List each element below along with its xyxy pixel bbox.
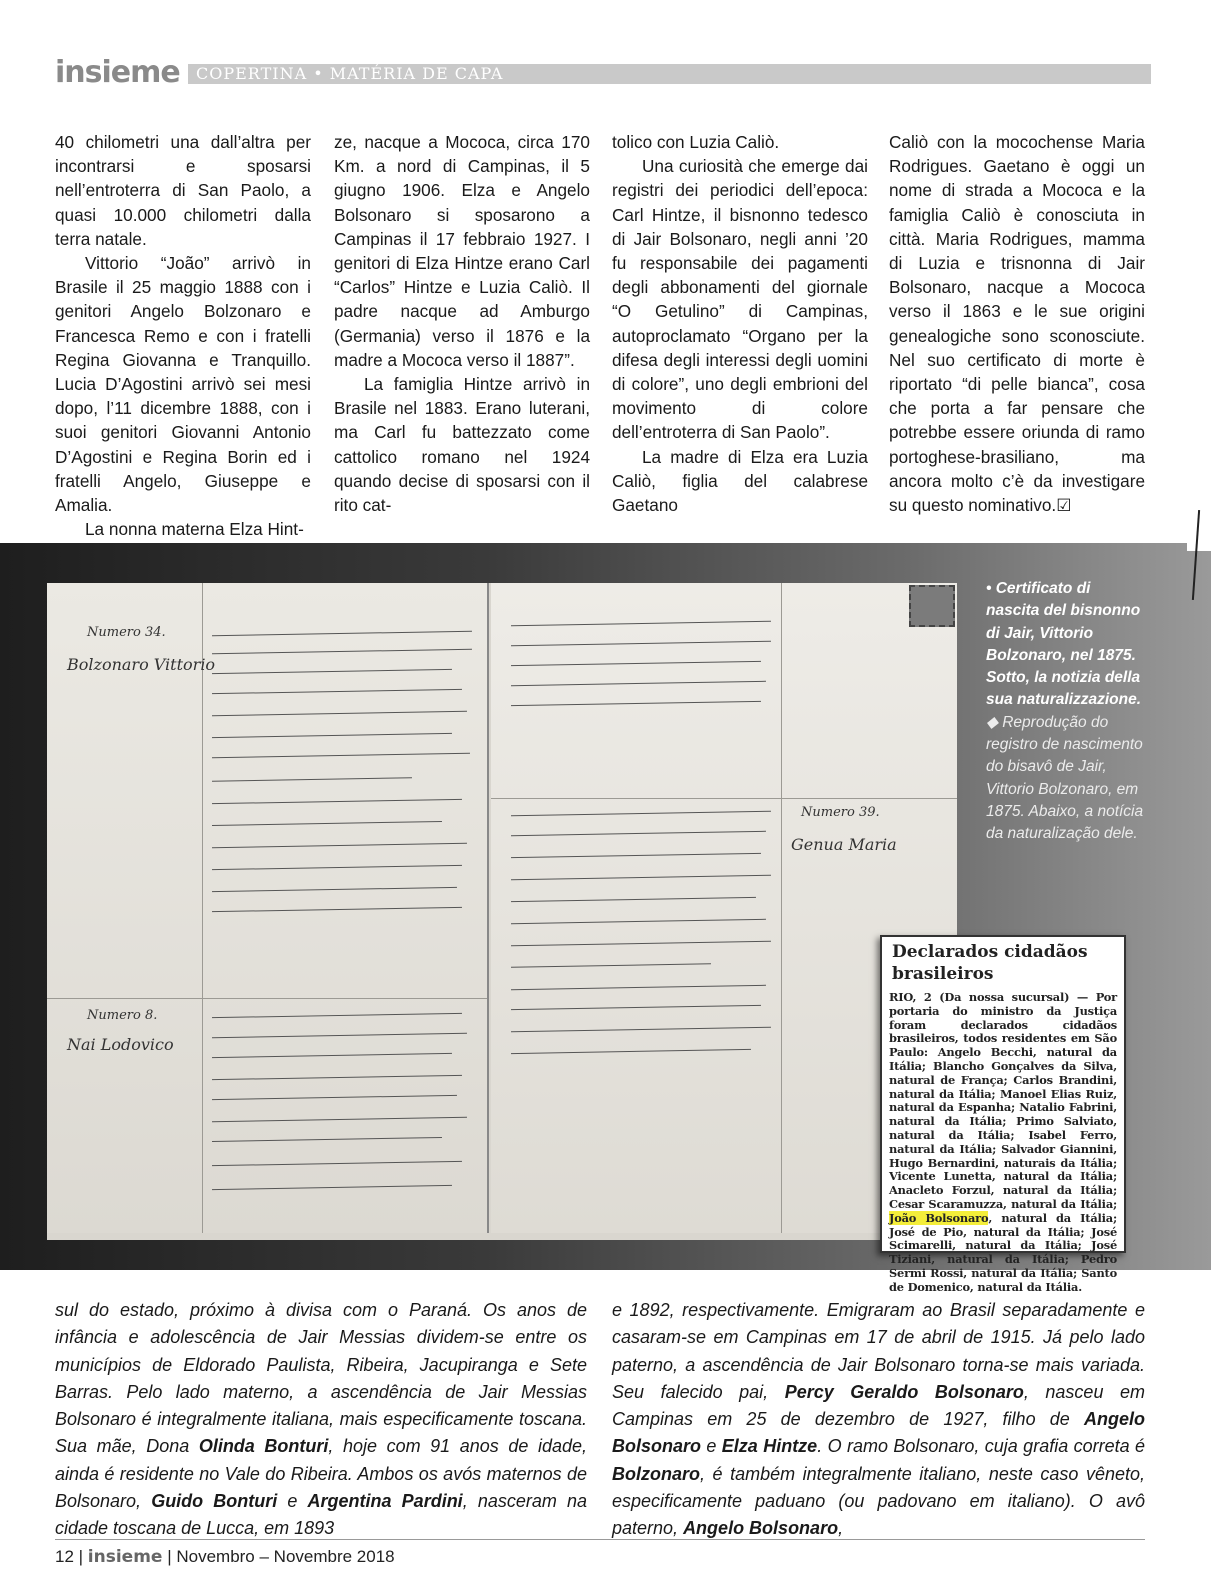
clipping-text: RIO, 2 (Da nossa sucursal) — Por portaria do ministro da Justiça foram declarados cidadãos brasileiros, todos residentes em São Paulo: Angelo Becchi, natural da Itália; Blancho Gonçalves da Silva, natural de França; Carlos Brandini, natural da Itália; Manoel Elias Ruiz, natural da Espanha; Natalio Fabrini, natural da Itália; Primo Salviato, natural da Itália; Isabel Ferro, natural da Itália; Salvador Giannini, Hugo Bernardini, naturais da Itália; Vicente Lunetta, natural da Itália; Anacleto Forzul, natural da Itália; Cesar Scaramuzza, natural da Itália; João Bolsonaro, natural da Itália; José de Pio, natural da Itália; José Scimarelli, natural da Itália; José Tiziani, natural da Itália; Pedro Sermi Rossi, natural da Itália; Santo de Domenico, natural da Itália. <box>889 990 1117 1294</box>
page-header <box>55 55 1151 90</box>
paragraph: Vittorio “João” arrivò in Brasile il 25 maggio 1888 con i genitori Angelo Bolzonaro e Francesca Remo e con i fratelli Regina Giovanna e Tranquillo. Lucia D’Agostini arrivò sei mesi dopo, l’11 dicembre 1888, con i suoi genitori Giovanni Antonio D’Agostini e Regina Borin ed i fratelli Angelo, Giuseppe e Amalia. <box>55 253 311 516</box>
caption-italian: • Certificato di nascita del bisnonno di Jair, Vittorio Bolzonaro, nel 1875. Sotto, la notizia della sua naturalizzazione. <box>986 580 1142 709</box>
paragraph: La nonna materna Elza Hint- <box>85 519 304 540</box>
footer-rule <box>55 1539 1145 1540</box>
caption-portuguese: ◆ Reprodução do registro de nascimento do bisavô de Jair, Vittorio Bolzonaro, em 1875. Abaixo, a notícia da naturalização dele. <box>986 713 1144 843</box>
paragraph: La madre di Elza era Luzia Caliò, figlia del calabrese Gaetano <box>612 446 868 516</box>
birth-register-image <box>47 583 957 1240</box>
entry-name: Genua Maria <box>791 835 897 854</box>
entry-number: Numero 34. <box>87 625 166 640</box>
paragraph <box>889 130 1145 517</box>
end-mark-icon: ☑ <box>1056 495 1072 516</box>
paragraph-text: Caliò con la mocochense Maria Rodrigues. Gaetano è oggi un nome di strada a Mococa e la famiglia Caliò è conosciuta in città. Maria Rodrigues, mamma di Luzia e trisnonna di Jair Bolsonaro, nacque a Mococa verso il 1863 e le sue origini genealogiche sono sconosciute. Nel suo certificato di morte è riportato “di pelle bianca”, cosa che porta a far pensare che potrebbe essere oriunda di ramo portoghese-brasiliano, ma ancora molto c’è da investigare su questo nominativo. <box>889 132 1145 516</box>
newspaper-clipping <box>880 935 1126 1294</box>
article-column-2 <box>334 130 590 517</box>
entry-name: Bolzonaro Vittorio <box>67 655 216 674</box>
highlighted-name: João Bolsonaro <box>889 1210 989 1225</box>
paragraph: Una curiosità che emerge dai registri dei periodici dell’epoca: Carl Hintze, il bisnonno tedesco di Jair Bolsonaro, negli anni ’20 fu responsabile dei pagamenti degli abbonamenti del giornale “O Getulino” di Campinas, autoproclamato “Organo per la difesa degli interessi degli uomini di colore”, uno degli embrioni del movimento di colore dell’entroterra di San Paolo”. <box>612 156 868 443</box>
article-column-3 <box>612 130 868 517</box>
entry-number: Numero 8. <box>87 1008 158 1023</box>
section-label: COPERTINA • MATÉRIA DE CAPA <box>196 64 504 83</box>
magazine-logo: insieme <box>55 55 180 90</box>
entry-name: Nai Lodovico <box>67 1035 174 1054</box>
revenue-stamp-icon <box>909 585 955 627</box>
footer-logo: insieme <box>87 1547 163 1567</box>
portuguese-column-right: e 1892, respectivamente. Emigraram ao Brasil separadamente e casaram-se em Campinas em 17 de abril de 1915. Já pelo lado paterno, a ascendência de Jair Bolsonaro torna-se mais variada. Seu falecido pai, Percy Geraldo Bolsonaro, nasceu em Campinas em 25 de dezembro de 1927, filho de Angelo Bolsonaro e Elza Hintze. O ramo Bolsonaro, cuja grafia correta é Bolzonaro, é também integralmente italiano, neste caso vêneto, especificamente paduano (ou padovano em italiano). O avô paterno, Angelo Bolsonaro, <box>612 1300 1146 1539</box>
portuguese-column-left: sul do estado, próximo à divisa com o Paraná. Os anos de infância e adolescência de Jair Messias dividem-se entre os municípios de Eldorado Paulista, Ribeira, Jacupiranga e Sete Barras. Pelo lado materno, a ascendência de Jair Messias Bolsonaro é integralmente italiana, mais especificamente toscana. Sua mãe, Dona Olinda Bonturi, hoje com 91 anos de idade, ainda é residente no Vale do Ribeira. Ambos os avós maternos de Bolsonaro, Guido Bonturi e Argentina Pardini, nasceram na cidade toscana de Lucca, em 1893 <box>55 1300 588 1539</box>
clipping-title: Declarados cidadãos brasileiros <box>892 942 1088 984</box>
paragraph: tolico con Luzia Caliò. <box>612 132 780 152</box>
register-left-page <box>47 583 489 1233</box>
page-footer <box>55 1545 395 1569</box>
article-column-1 <box>55 130 311 541</box>
footer-separator: | <box>167 1547 172 1566</box>
section-band <box>188 64 1151 84</box>
entry-number: Numero 39. <box>801 805 880 820</box>
paragraph: ze, nacque a Mococa, circa 170 Km. a nord di Campinas, il 5 giugno 1906. Elza e Angelo Bolsonaro si sposarono a Campinas il 17 febbraio 1927. I genitori di Elza Hintze erano Carl “Carlos” Hintze e Luzia Caliò. Il padre nacque ad Amburgo (Germania) verso il 1876 e la madre a Mococa verso il 1887”. <box>334 132 590 370</box>
issue-date: Novembro – Novembre 2018 <box>176 1547 395 1566</box>
photo-caption <box>986 578 1146 846</box>
paragraph: La famiglia Hintze arrivò in Brasile nel 1883. Erano luterani, ma Carl fu battezzato come cattolico romano nel 1924 quando decise di sposarsi con il rito cat- <box>334 374 590 516</box>
paragraph: 40 chilometri una dall’altra per incontrarsi e sposarsi nell’entroterra di San Paolo, a quasi 10.000 chilometri dalla terra natale. <box>55 132 311 249</box>
page-number: 12 | <box>55 1547 84 1566</box>
article-column-4 <box>889 130 1145 517</box>
